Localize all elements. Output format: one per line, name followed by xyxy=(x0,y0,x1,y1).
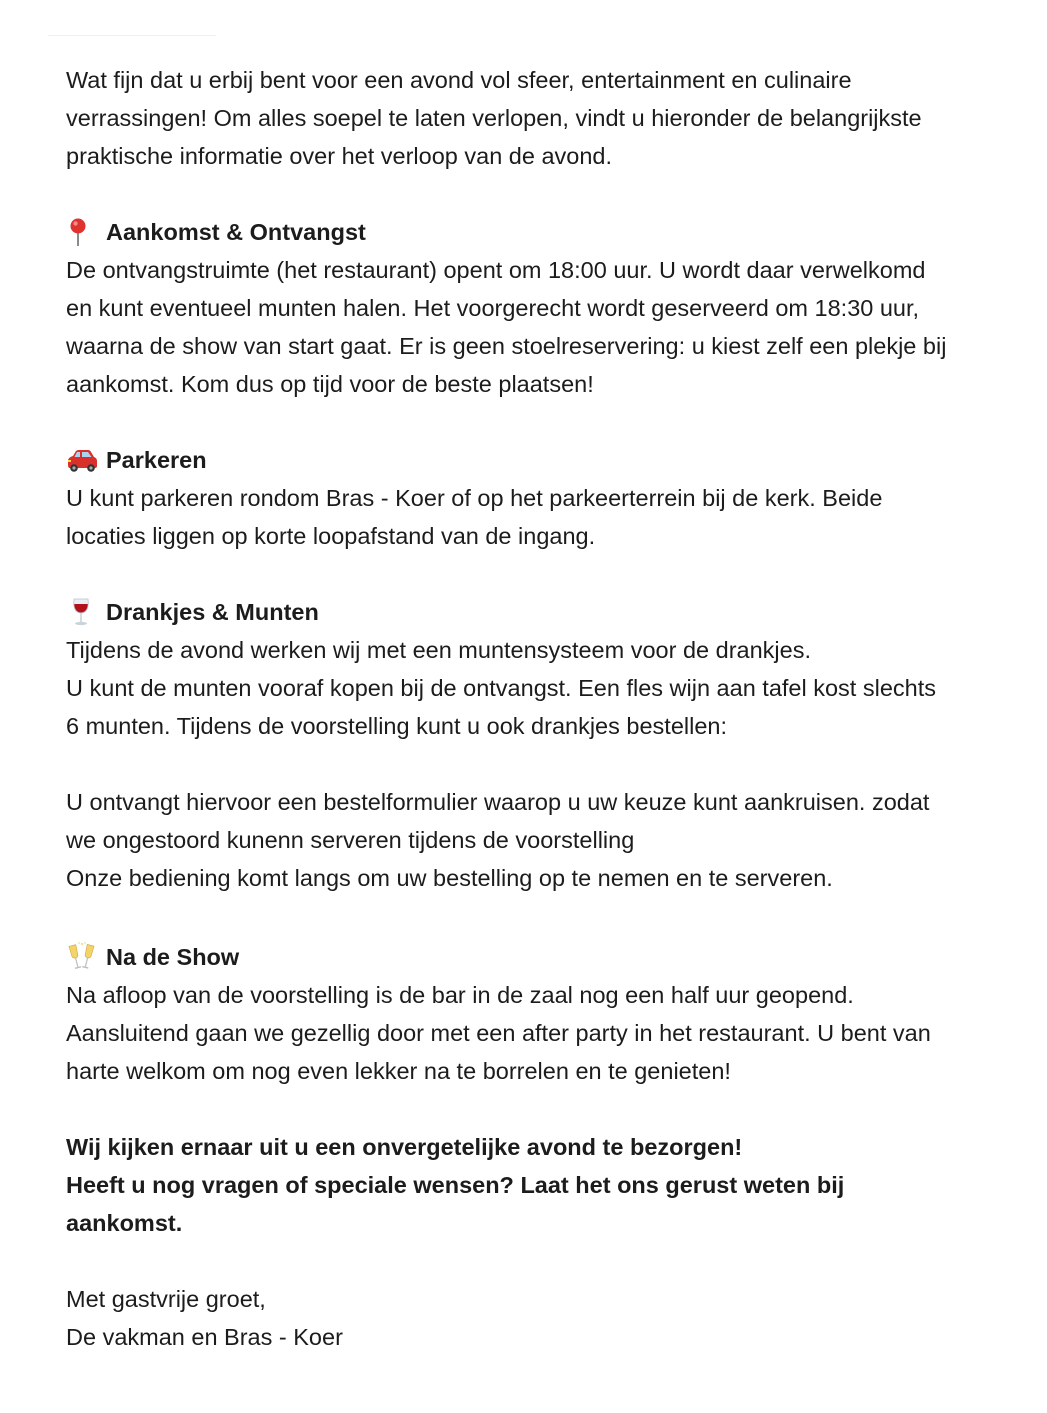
car-icon xyxy=(66,445,98,475)
champagne-glasses-icon xyxy=(66,942,98,972)
highlighted-line xyxy=(66,859,1026,897)
body-line: U ontvangt hiervoor een bestelformulier waarop u uw keuze kunt aankruisen. zodat xyxy=(66,789,930,815)
section-title: Na de Show xyxy=(106,944,240,970)
section-title: Parkeren xyxy=(106,447,207,473)
body-line: U kunt de munten vooraf kopen bij de ontvangst. Een fles wijn aan tafel kost slechts xyxy=(66,675,937,701)
closing-paragraph xyxy=(66,1128,1026,1242)
section-body-drinks-order xyxy=(66,783,1026,897)
section-title: Aankomst & Ontvangst xyxy=(106,219,366,245)
section-heading-parking xyxy=(66,441,1026,479)
section-body-drinks xyxy=(66,631,1026,745)
body-line: en kunt eventueel munten halen. Het voorgerecht wordt geserveerd om 18:30 uur, xyxy=(66,295,920,321)
section-title: Drankjes & Munten xyxy=(106,599,319,625)
intro-line: praktische informatie over het verloop van de avond. xyxy=(66,143,613,169)
body-line: Onze bediening komt langs om uw bestelling op te nemen en te serveren. xyxy=(66,865,833,891)
intro-line: verrassingen! Om alles soepel te laten verlopen, vindt u hieronder de belangrijkste xyxy=(66,105,922,131)
top-divider xyxy=(48,35,216,36)
closing-line: aankomst. xyxy=(66,1210,183,1236)
signature-sender: De vakman en Bras - Koer xyxy=(66,1324,343,1350)
signature xyxy=(66,1280,1026,1356)
closing-line: Heeft u nog vragen of speciale wensen? Laat het ons gerust weten bij xyxy=(66,1172,845,1198)
section-heading-drinks xyxy=(66,593,1026,631)
body-line: locaties liggen op korte loopafstand van de ingang. xyxy=(66,523,596,549)
closing-line: Wij kijken ernaar uit u een onvergetelijke avond te bezorgen! xyxy=(66,1134,743,1160)
body-line: Aansluitend gaan we gezellig door met een after party in het restaurant. U bent van xyxy=(66,1020,931,1046)
section-body-parking xyxy=(66,479,1026,555)
section-heading-arrival xyxy=(66,213,1026,251)
body-line: U kunt parkeren rondom Bras - Koer of op het parkeerterrein bij de kerk. Beide xyxy=(66,485,883,511)
section-body-arrival xyxy=(66,251,1026,403)
body-line: De ontvangstruimte (het restaurant) opent om 18:00 uur. U wordt daar verwelkomd xyxy=(66,257,926,283)
body-line: harte welkom om nog even lekker na te borrelen en te genieten! xyxy=(66,1058,731,1084)
body-line: waarna de show van start gaat. Er is geen stoelreservering: u kiest zelf een plekje bij xyxy=(66,333,947,359)
message-body xyxy=(66,61,1026,1356)
section-heading-after-show xyxy=(66,938,1026,976)
body-line: 6 munten. Tijdens de voorstelling kunt u ook drankjes bestellen: xyxy=(66,713,728,739)
wine-glass-icon xyxy=(66,597,98,627)
intro-paragraph xyxy=(66,61,1026,175)
pin-icon xyxy=(66,217,98,247)
section-body-after-show xyxy=(66,976,1026,1090)
intro-line: Wat fijn dat u erbij bent voor een avond vol sfeer, entertainment en culinaire xyxy=(66,67,852,93)
body-line: we ongestoord kunenn serveren tijdens de voorstelling xyxy=(66,827,635,853)
body-line: Tijdens de avond werken wij met een muntensysteem voor de drankjes. xyxy=(66,637,811,663)
body-line: aankomst. Kom dus op tijd voor de beste plaatsen! xyxy=(66,371,594,397)
body-line: Na afloop van de voorstelling is de bar in de zaal nog een half uur geopend. xyxy=(66,982,854,1008)
signature-greeting: Met gastvrije groet, xyxy=(66,1286,266,1312)
